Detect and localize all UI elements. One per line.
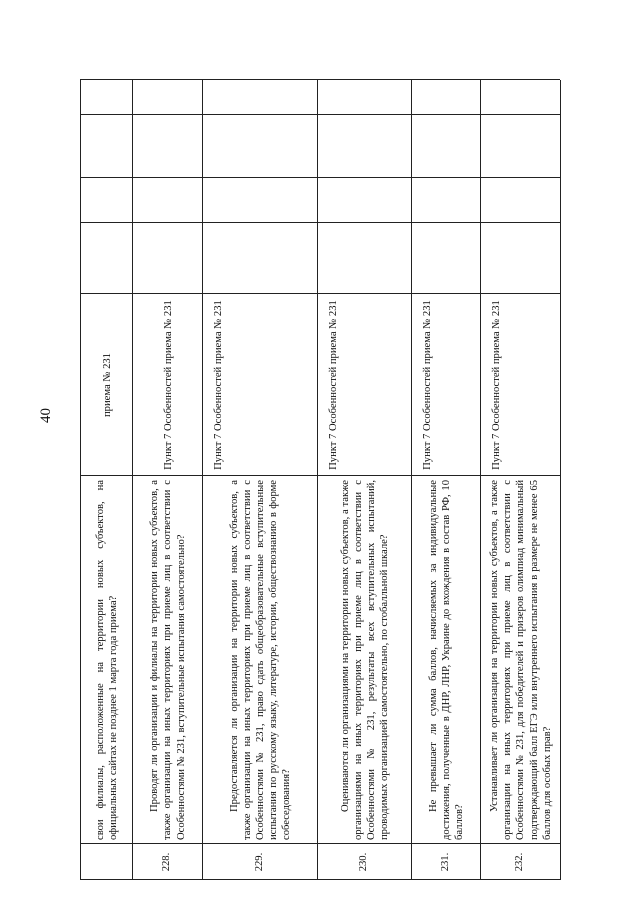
basis-text: Пункт 7 Особенностей приема № 231: [422, 300, 433, 470]
basis-text: Пункт 7 Особенностей приема № 231: [328, 300, 339, 470]
question-text: [317, 476, 411, 844]
question-text: [411, 476, 480, 844]
column-divider-line: [80, 177, 560, 178]
table-border-line: [560, 80, 561, 880]
question-text-content: Устанавливает ли организация на территории новых субъектов, а также организации на иных территориях при приеме лиц в соответствии с Особенностями № 231, для победителей и призеров олимпиад минимальный подтверждающий балл ЕГЭ или внутреннего испытания в размере не менее 65 баллов для особых прав?: [489, 480, 553, 840]
page-number: 40: [38, 408, 54, 423]
table-border-line: [80, 79, 560, 80]
basis-text: приема № 231: [102, 353, 114, 417]
question-text-content: Оцениваются ли организациями на территории новых субъектов, а также организациями на иных территориях при приеме лиц в соответствии с Особенностями № 231, результаты всех вступительных испытаний, проводимых организацией самостоятельно, по стобалльной шкале?: [339, 480, 391, 840]
row-number: 231.: [439, 852, 451, 872]
basis-text: Пункт 7 Особенностей приема № 231: [163, 300, 175, 470]
column-divider-line: [80, 222, 560, 223]
row-number: 230.: [358, 852, 370, 872]
question-text: [202, 476, 317, 844]
basis-text: Пункт 7 Особенностей приема № 231: [491, 300, 502, 470]
row-number: 232.: [514, 852, 526, 872]
question-text-content: Не превышает ли сумма баллов, начисляемых за индивидуальные достижения, полученные в ДНР, ЛНР, Украине до вхождения в состав РФ, 10 баллов?: [427, 480, 466, 840]
row-number: 229.: [253, 852, 265, 872]
basis-text: Пункт 7 Особенностей приема № 231: [213, 300, 224, 470]
question-text: [80, 476, 132, 844]
question-text: [132, 476, 202, 844]
question-text-content: Предоставляется ли организации на территории новых субъектов, а также организации на иных территориях при приеме лиц в соответствии с Особенностями № 231, право сдать общеобразовательные вступительные испытания по русскому языку, литературе, истории, обществознанию в форме собеседования?: [228, 480, 293, 840]
question-text: [480, 476, 560, 844]
checklist-table: [80, 80, 560, 880]
row-number: 228.: [161, 852, 173, 872]
question-text-content: свои филиалы, расположенные на территории новых субъектов, на официальных сайтах не позднее 1 марта года приема?: [94, 480, 119, 840]
row-number: [80, 844, 132, 880]
column-divider-line: [80, 114, 560, 115]
question-text-content: Проводят ли организации и филиалы на территории новых субъектов, а также организации на иных территориях при приеме лиц в соответствии с Особенностями № 231, вступительные испытания самостоятельно?: [149, 480, 187, 840]
